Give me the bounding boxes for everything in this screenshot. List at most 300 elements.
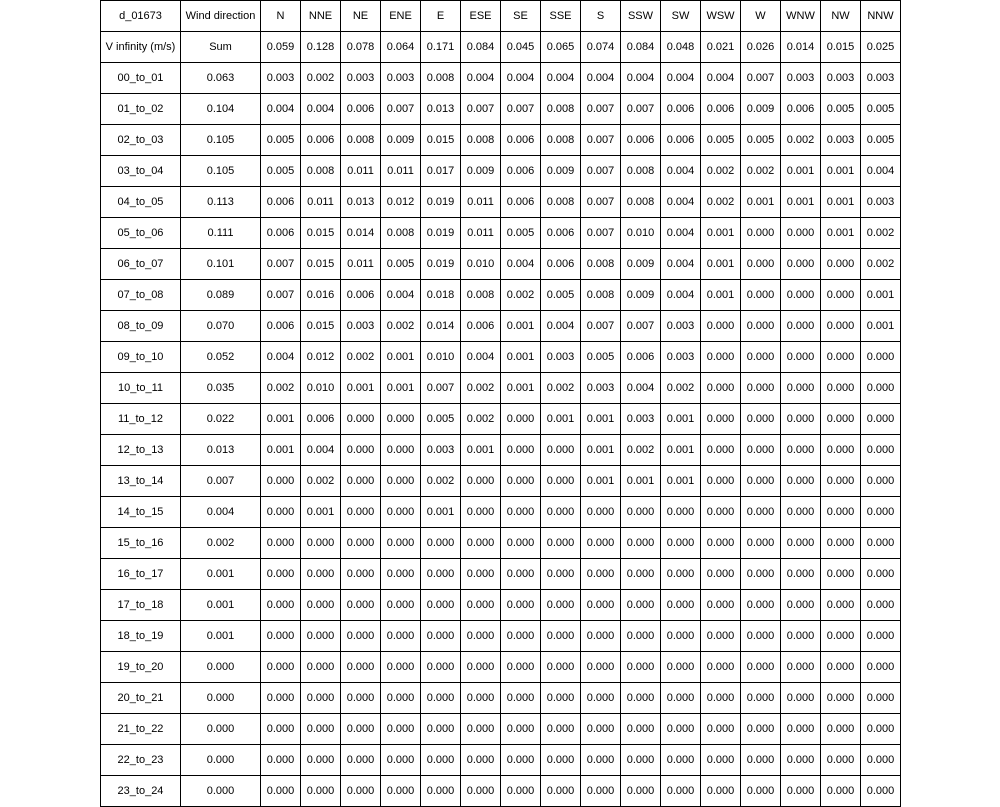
value-cell: 0.005 [261,156,301,187]
value-cell: 0.000 [301,590,341,621]
value-cell: 0.000 [781,652,821,683]
value-cell: 0.006 [701,94,741,125]
value-cell: 0.002 [541,373,581,404]
value-cell: 0.006 [341,94,381,125]
value-cell: 0.000 [861,714,901,745]
speed-range-cell: 16_to_17 [101,559,181,590]
row-sum-cell: 0.007 [181,466,261,497]
value-cell: 0.000 [781,621,821,652]
value-cell: 0.005 [701,125,741,156]
value-cell: 0.004 [261,342,301,373]
direction-sum-ese: 0.084 [461,32,501,63]
value-cell: 0.000 [341,776,381,807]
value-cell: 0.019 [421,218,461,249]
row-sum-cell: 0.000 [181,776,261,807]
value-cell: 0.000 [381,776,421,807]
value-cell: 0.000 [541,435,581,466]
value-cell: 0.009 [541,156,581,187]
speed-range-cell: 15_to_16 [101,528,181,559]
value-cell: 0.000 [661,559,701,590]
value-cell: 0.000 [541,528,581,559]
value-cell: 0.000 [661,776,701,807]
direction-sum-n: 0.059 [261,32,301,63]
value-cell: 0.000 [661,528,701,559]
value-cell: 0.000 [501,714,541,745]
value-cell: 0.000 [421,776,461,807]
value-cell: 0.006 [261,311,301,342]
value-cell: 0.010 [621,218,661,249]
value-cell: 0.000 [781,249,821,280]
row-sum-cell: 0.001 [181,621,261,652]
value-cell: 0.000 [541,714,581,745]
value-cell: 0.003 [261,63,301,94]
value-cell: 0.007 [421,373,461,404]
value-cell: 0.000 [541,466,581,497]
value-cell: 0.000 [821,466,861,497]
value-cell: 0.001 [421,497,461,528]
value-cell: 0.000 [821,559,861,590]
table-row [101,590,901,621]
row-sum-cell: 0.000 [181,652,261,683]
value-cell: 0.009 [741,94,781,125]
value-cell: 0.000 [421,559,461,590]
value-cell: 0.000 [381,435,421,466]
value-cell: 0.009 [621,280,661,311]
value-cell: 0.001 [781,187,821,218]
value-cell: 0.000 [861,745,901,776]
value-cell: 0.000 [261,466,301,497]
value-cell: 0.000 [741,745,781,776]
value-cell: 0.004 [541,63,581,94]
value-cell: 0.000 [381,652,421,683]
value-cell: 0.001 [461,435,501,466]
value-cell: 0.000 [501,497,541,528]
speed-range-cell: 06_to_07 [101,249,181,280]
row-sum-cell: 0.004 [181,497,261,528]
value-cell: 0.002 [261,373,301,404]
direction-sum-wsw: 0.021 [701,32,741,63]
value-cell: 0.000 [581,590,621,621]
value-cell: 0.000 [541,776,581,807]
value-cell: 0.001 [301,497,341,528]
value-cell: 0.000 [621,714,661,745]
value-cell: 0.000 [861,342,901,373]
value-cell: 0.011 [381,156,421,187]
table-row [101,528,901,559]
value-cell: 0.002 [301,63,341,94]
value-cell: 0.000 [741,621,781,652]
value-cell: 0.000 [741,776,781,807]
direction-header-sw: SW [661,1,701,32]
value-cell: 0.000 [861,776,901,807]
value-cell: 0.019 [421,187,461,218]
value-cell: 0.000 [861,435,901,466]
value-cell: 0.008 [621,187,661,218]
table-row [101,559,901,590]
value-cell: 0.008 [341,125,381,156]
value-cell: 0.000 [741,404,781,435]
speed-range-cell: 00_to_01 [101,63,181,94]
value-cell: 0.006 [461,311,501,342]
value-cell: 0.000 [381,714,421,745]
value-cell: 0.005 [501,218,541,249]
value-cell: 0.005 [581,342,621,373]
value-cell: 0.009 [461,156,501,187]
value-cell: 0.000 [861,466,901,497]
value-cell: 0.000 [621,528,661,559]
value-cell: 0.000 [821,652,861,683]
direction-sum-nw: 0.015 [821,32,861,63]
direction-sum-sw: 0.048 [661,32,701,63]
value-cell: 0.000 [861,373,901,404]
value-cell: 0.003 [341,63,381,94]
value-cell: 0.000 [741,559,781,590]
speed-range-cell: 14_to_15 [101,497,181,528]
value-cell: 0.000 [741,280,781,311]
value-cell: 0.000 [701,652,741,683]
value-cell: 0.003 [381,63,421,94]
value-cell: 0.000 [781,342,821,373]
value-cell: 0.000 [261,559,301,590]
value-cell: 0.000 [781,745,821,776]
value-cell: 0.001 [701,249,741,280]
value-cell: 0.000 [741,683,781,714]
value-cell: 0.004 [301,435,341,466]
row-sum-cell: 0.035 [181,373,261,404]
value-cell: 0.000 [421,528,461,559]
direction-sum-nnw: 0.025 [861,32,901,63]
direction-header-s: S [581,1,621,32]
value-cell: 0.000 [821,404,861,435]
row-sum-cell: 0.000 [181,745,261,776]
table-row [101,342,901,373]
value-cell: 0.000 [661,652,701,683]
value-cell: 0.001 [381,342,421,373]
value-cell: 0.007 [461,94,501,125]
value-cell: 0.002 [621,435,661,466]
speed-range-cell: 23_to_24 [101,776,181,807]
value-cell: 0.000 [381,528,421,559]
speed-range-cell: 17_to_18 [101,590,181,621]
value-cell: 0.005 [421,404,461,435]
value-cell: 0.000 [421,683,461,714]
value-cell: 0.000 [661,590,701,621]
value-cell: 0.000 [421,590,461,621]
value-cell: 0.000 [701,714,741,745]
direction-header-wnw: WNW [781,1,821,32]
speed-range-cell: 10_to_11 [101,373,181,404]
value-cell: 0.000 [781,590,821,621]
value-cell: 0.001 [661,435,701,466]
table-row [101,63,901,94]
value-cell: 0.013 [341,187,381,218]
value-cell: 0.003 [661,342,701,373]
value-cell: 0.000 [861,528,901,559]
row-sum-cell: 0.070 [181,311,261,342]
row-sum-cell: 0.052 [181,342,261,373]
value-cell: 0.006 [301,125,341,156]
direction-sum-ssw: 0.084 [621,32,661,63]
value-cell: 0.002 [661,373,701,404]
value-cell: 0.000 [621,621,661,652]
value-cell: 0.005 [541,280,581,311]
value-cell: 0.000 [701,373,741,404]
table-row [101,187,901,218]
value-cell: 0.001 [501,342,541,373]
value-cell: 0.000 [741,528,781,559]
value-cell: 0.000 [701,621,741,652]
direction-header-n: N [261,1,301,32]
value-cell: 0.006 [501,187,541,218]
value-cell: 0.000 [381,745,421,776]
direction-header-se: SE [501,1,541,32]
value-cell: 0.000 [301,621,341,652]
value-cell: 0.015 [301,218,341,249]
value-cell: 0.000 [781,311,821,342]
value-cell: 0.002 [461,373,501,404]
value-cell: 0.000 [861,652,901,683]
value-cell: 0.000 [301,652,341,683]
value-cell: 0.008 [461,280,501,311]
value-cell: 0.000 [501,683,541,714]
value-cell: 0.001 [261,404,301,435]
speed-range-cell: 11_to_12 [101,404,181,435]
value-cell: 0.000 [621,683,661,714]
value-cell: 0.011 [461,187,501,218]
value-cell: 0.000 [701,466,741,497]
value-cell: 0.008 [581,249,621,280]
value-cell: 0.000 [261,745,301,776]
value-cell: 0.011 [301,187,341,218]
value-cell: 0.003 [341,311,381,342]
row-header-label: V infinity (m/s) [101,32,181,63]
value-cell: 0.000 [621,590,661,621]
direction-header-sse: SSE [541,1,581,32]
value-cell: 0.006 [261,187,301,218]
value-cell: 0.003 [421,435,461,466]
table-row [101,714,901,745]
value-cell: 0.001 [581,435,621,466]
speed-range-cell: 03_to_04 [101,156,181,187]
value-cell: 0.000 [701,683,741,714]
value-cell: 0.013 [421,94,461,125]
value-cell: 0.000 [421,714,461,745]
value-cell: 0.000 [341,652,381,683]
value-cell: 0.005 [821,94,861,125]
wind-frequency-table [100,0,901,807]
value-cell: 0.004 [461,342,501,373]
value-cell: 0.007 [581,156,621,187]
value-cell: 0.000 [501,776,541,807]
value-cell: 0.000 [741,590,781,621]
row-sum-cell: 0.002 [181,528,261,559]
value-cell: 0.008 [541,125,581,156]
value-cell: 0.003 [621,404,661,435]
value-cell: 0.000 [461,497,501,528]
value-cell: 0.002 [861,249,901,280]
value-cell: 0.000 [701,311,741,342]
direction-sum-wnw: 0.014 [781,32,821,63]
value-cell: 0.000 [741,435,781,466]
value-cell: 0.007 [581,125,621,156]
value-cell: 0.006 [541,249,581,280]
value-cell: 0.003 [541,342,581,373]
value-cell: 0.000 [581,745,621,776]
value-cell: 0.000 [701,559,741,590]
value-cell: 0.007 [261,280,301,311]
speed-range-cell: 02_to_03 [101,125,181,156]
speed-range-cell: 04_to_05 [101,187,181,218]
value-cell: 0.019 [421,249,461,280]
speed-range-cell: 01_to_02 [101,94,181,125]
value-cell: 0.000 [821,373,861,404]
row-sum-cell: 0.013 [181,435,261,466]
value-cell: 0.003 [581,373,621,404]
value-cell: 0.007 [581,218,621,249]
value-cell: 0.008 [421,63,461,94]
value-cell: 0.000 [581,559,621,590]
value-cell: 0.001 [541,404,581,435]
value-cell: 0.000 [821,528,861,559]
value-cell: 0.001 [661,404,701,435]
value-cell: 0.011 [341,249,381,280]
value-cell: 0.000 [261,683,301,714]
value-cell: 0.000 [781,714,821,745]
value-cell: 0.003 [861,63,901,94]
value-cell: 0.000 [741,466,781,497]
wind-direction-label: Wind direction [181,1,261,32]
direction-sum-ne: 0.078 [341,32,381,63]
value-cell: 0.000 [461,466,501,497]
value-cell: 0.000 [781,280,821,311]
value-cell: 0.009 [381,125,421,156]
value-cell: 0.000 [701,745,741,776]
direction-sum-se: 0.045 [501,32,541,63]
value-cell: 0.002 [341,342,381,373]
value-cell: 0.000 [741,218,781,249]
speed-range-cell: 18_to_19 [101,621,181,652]
table-row [101,776,901,807]
value-cell: 0.000 [341,404,381,435]
value-cell: 0.000 [821,497,861,528]
direction-sum-s: 0.074 [581,32,621,63]
value-cell: 0.003 [661,311,701,342]
value-cell: 0.007 [621,94,661,125]
value-cell: 0.000 [621,776,661,807]
table-row [101,497,901,528]
row-sum-cell: 0.089 [181,280,261,311]
value-cell: 0.006 [621,125,661,156]
value-cell: 0.000 [301,714,341,745]
value-cell: 0.000 [341,466,381,497]
value-cell: 0.000 [861,683,901,714]
value-cell: 0.006 [661,125,701,156]
direction-header-ne: NE [341,1,381,32]
value-cell: 0.014 [341,218,381,249]
value-cell: 0.006 [501,125,541,156]
value-cell: 0.001 [781,156,821,187]
value-cell: 0.001 [821,218,861,249]
value-cell: 0.000 [701,435,741,466]
value-cell: 0.004 [501,63,541,94]
value-cell: 0.000 [541,683,581,714]
direction-header-w: W [741,1,781,32]
value-cell: 0.000 [341,621,381,652]
value-cell: 0.000 [861,590,901,621]
value-cell: 0.000 [381,683,421,714]
row-sum-cell: 0.022 [181,404,261,435]
value-cell: 0.002 [461,404,501,435]
value-cell: 0.014 [421,311,461,342]
value-cell: 0.000 [381,404,421,435]
value-cell: 0.000 [261,497,301,528]
value-cell: 0.000 [501,528,541,559]
value-cell: 0.008 [461,125,501,156]
speed-range-cell: 09_to_10 [101,342,181,373]
value-cell: 0.005 [261,125,301,156]
value-cell: 0.001 [501,311,541,342]
value-cell: 0.000 [461,776,501,807]
speed-range-cell: 07_to_08 [101,280,181,311]
value-cell: 0.000 [701,776,741,807]
value-cell: 0.008 [541,187,581,218]
value-cell: 0.015 [301,311,341,342]
value-cell: 0.018 [421,280,461,311]
table-row [101,280,901,311]
value-cell: 0.012 [301,342,341,373]
value-cell: 0.010 [461,249,501,280]
value-cell: 0.000 [701,342,741,373]
row-sum-cell: 0.113 [181,187,261,218]
value-cell: 0.000 [261,590,301,621]
value-cell: 0.000 [581,621,621,652]
value-cell: 0.004 [541,311,581,342]
value-cell: 0.000 [821,776,861,807]
value-cell: 0.001 [261,435,301,466]
value-cell: 0.004 [661,187,701,218]
value-cell: 0.000 [861,559,901,590]
speed-range-cell: 05_to_06 [101,218,181,249]
value-cell: 0.000 [781,466,821,497]
value-cell: 0.000 [861,404,901,435]
speed-range-cell: 12_to_13 [101,435,181,466]
value-cell: 0.005 [381,249,421,280]
value-cell: 0.012 [381,187,421,218]
table-row [101,125,901,156]
speed-range-cell: 22_to_23 [101,745,181,776]
value-cell: 0.008 [541,94,581,125]
value-cell: 0.000 [501,652,541,683]
value-cell: 0.002 [501,280,541,311]
value-cell: 0.000 [341,714,381,745]
value-cell: 0.004 [381,280,421,311]
value-cell: 0.001 [701,280,741,311]
value-cell: 0.010 [421,342,461,373]
value-cell: 0.001 [821,187,861,218]
value-cell: 0.004 [661,280,701,311]
speed-range-cell: 08_to_09 [101,311,181,342]
value-cell: 0.000 [821,621,861,652]
header-row [101,1,901,32]
value-cell: 0.006 [301,404,341,435]
value-cell: 0.000 [581,776,621,807]
value-cell: 0.000 [741,342,781,373]
value-cell: 0.007 [741,63,781,94]
table-row [101,311,901,342]
value-cell: 0.007 [501,94,541,125]
value-cell: 0.000 [821,249,861,280]
value-cell: 0.002 [701,187,741,218]
